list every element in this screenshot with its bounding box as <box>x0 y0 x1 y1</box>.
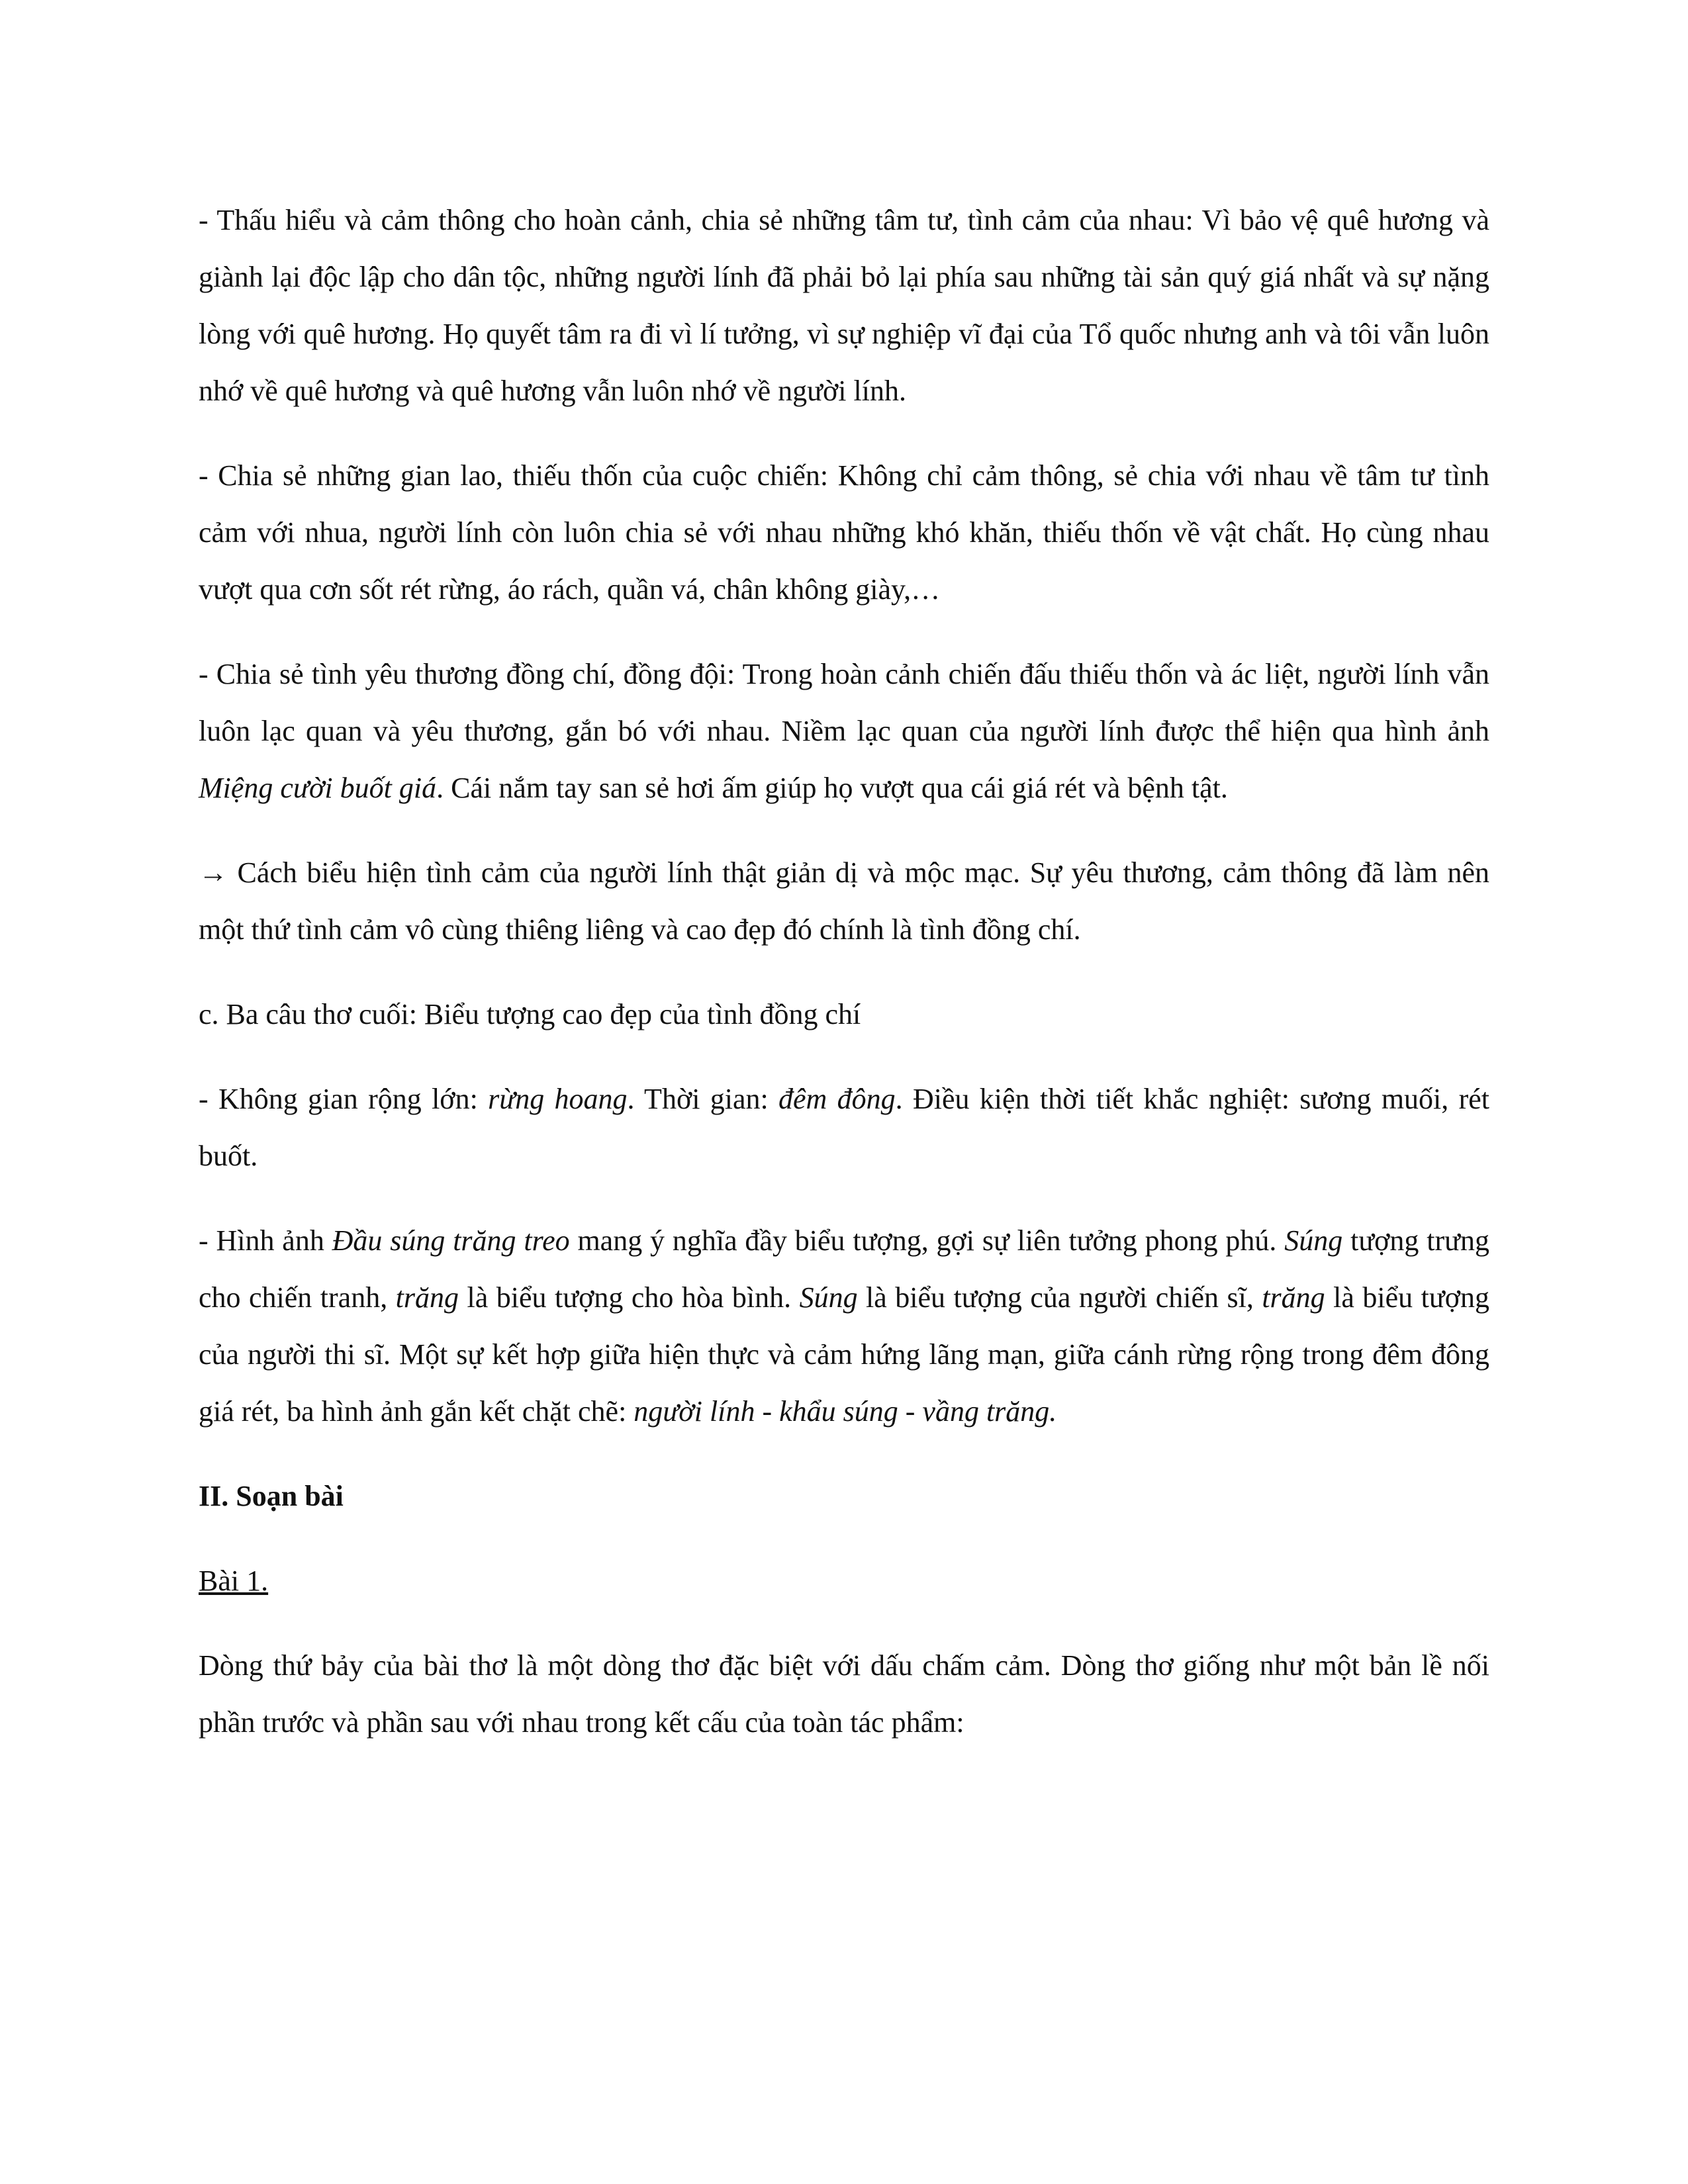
paragraph-text: . Thời gian: <box>627 1083 779 1115</box>
italic-phrase: Miệng cười buốt giá <box>199 772 437 804</box>
paragraph-text: - Thấu hiểu và cảm thông cho hoàn cảnh, chia sẻ những tâm tư, tình cảm của nhau: Vì bảo vệ quê hương và giành lại độc lập cho dân tộc, những người lính đã phải bỏ lại phía sau những tài sản quý giá nhất và sự nặng lòng với quê hương. Họ quyết tâm ra đi vì lí tưởng, vì sự nghiệp vĩ đại của Tổ quốc nhưng anh và tôi vẫn luôn nhớ về quê hương và quê hương vẫn luôn nhớ về người lính. <box>199 204 1489 407</box>
italic-phrase: trăng <box>1262 1281 1325 1314</box>
paragraph-text: - Chia sẻ tình yêu thương đồng chí, đồng đội: Trong hoàn cảnh chiến đấu thiếu thốn và ác liệt, người lính vẫn luôn lạc quan và yêu thương, gắn bó với nhau. Niềm lạc quan của người lính được thể hiện qua hình ảnh <box>199 658 1489 747</box>
italic-phrase: Đầu súng trăng treo <box>332 1224 570 1257</box>
paragraph-hardship <box>199 447 1489 618</box>
italic-phrase: Súng <box>799 1281 858 1314</box>
paragraph-space-time <box>199 1071 1489 1185</box>
paragraph-text: - Hình ảnh <box>199 1224 332 1257</box>
paragraph-text: mang ý nghĩa đầy biểu tượng, gợi sự liên tưởng phong phú. <box>569 1224 1285 1257</box>
section-heading: II. Soạn bài <box>199 1480 344 1512</box>
document-page <box>199 192 1489 1779</box>
paragraph-love <box>199 646 1489 817</box>
italic-phrase: rừng hoang <box>488 1083 628 1115</box>
italic-phrase: đêm đông <box>778 1083 896 1115</box>
section-c-title <box>199 986 1489 1043</box>
paragraph-text: . Điều kiện thời tiết khắc nghiệt: sương muối, rét buốt. <box>199 1083 1489 1172</box>
italic-phrase: Súng <box>1284 1224 1343 1257</box>
italic-phrase: trăng <box>395 1281 459 1314</box>
paragraph-text: tượng trưng cho chiến tranh, <box>199 1224 1489 1314</box>
paragraph-text: Dòng thứ bảy của bài thơ là một dòng thơ đặc biệt với dấu chấm cảm. Dòng thơ giống như một bản lề nối phần trước và phần sau với nhau trong kết cấu của toàn tác phẩm: <box>199 1649 1489 1739</box>
paragraph-exercise-1 <box>199 1637 1489 1751</box>
paragraph-text: - Không gian rộng lớn: <box>199 1083 489 1115</box>
paragraph-text: - Chia sẻ những gian lao, thiếu thốn của cuộc chiến: Không chỉ cảm thông, sẻ chia với nhau về tâm tư tình cảm với nhua, người lính còn luôn chia sẻ với nhau những khó khăn, thiếu thốn về vật chất. Họ cùng nhau vượt qua cơn sốt rét rừng, áo rách, quần vá, chân không giày,… <box>199 459 1489 606</box>
paragraph-conclusion <box>199 844 1489 958</box>
paragraph-text: là biểu tượng cho hòa bình. <box>459 1281 800 1314</box>
paragraph-text: c. Ba câu thơ cuối: Biểu tượng cao đẹp của tình đồng chí <box>199 998 861 1030</box>
paragraph-text: → Cách biểu hiện tình cảm của người lính thật giản dị và mộc mạc. Sự yêu thương, cảm thông đã làm nên một thứ tình cảm vô cùng thiêng liêng và cao đẹp đó chính là tình đồng chí. <box>199 856 1489 946</box>
paragraph-empathy <box>199 192 1489 420</box>
paragraph-text: là biểu tượng của người chiến sĩ, <box>857 1281 1262 1314</box>
exercise-heading: Bài 1. <box>199 1565 269 1597</box>
paragraph-text: . Cái nắm tay san sẻ hơi ấm giúp họ vượt qua cái giá rét và bệnh tật. <box>436 772 1228 804</box>
paragraph-symbol <box>199 1212 1489 1440</box>
paragraph-text: là biểu tượng của người thi sĩ. Một sự kết hợp giữa hiện thực và cảm hứng lãng mạn, giữa cánh rừng rộng trong đêm đông giá rét, ba hình ảnh gắn kết chặt chẽ: <box>199 1281 1489 1428</box>
italic-phrase: người lính - khẩu súng - vầng trăng. <box>633 1395 1057 1428</box>
